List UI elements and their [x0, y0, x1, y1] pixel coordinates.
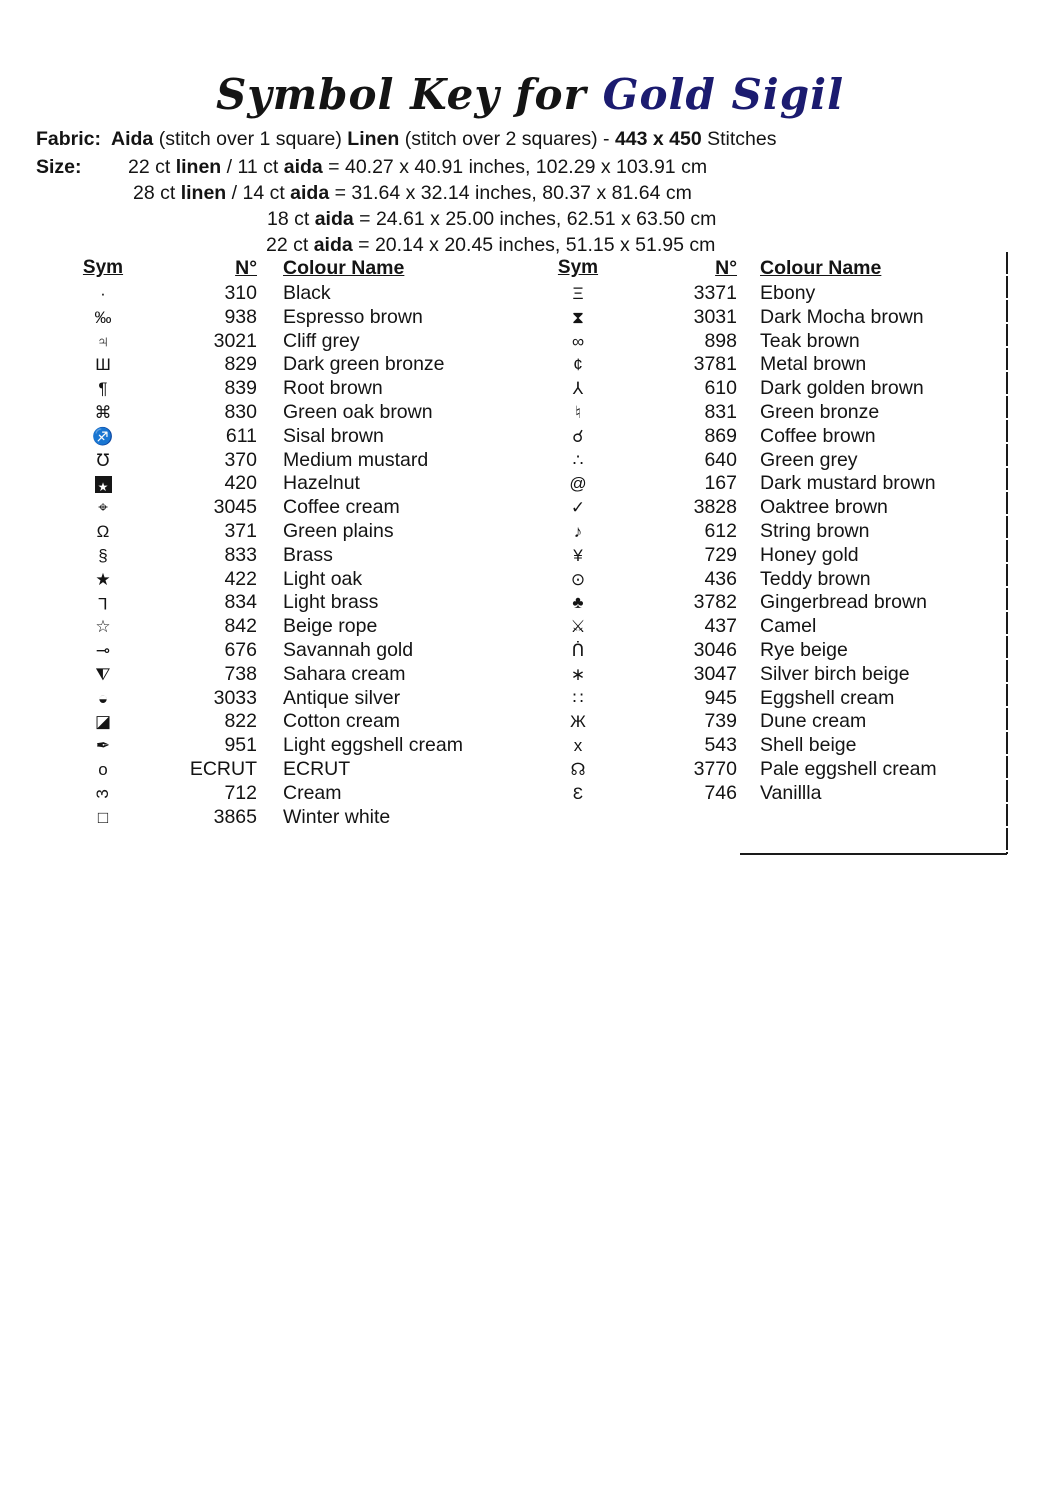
colour-name: Ebony: [760, 282, 816, 304]
symbol-row: [80, 568, 530, 592]
thread-number: 422: [224, 567, 257, 590]
colour-name: Green grey: [760, 448, 858, 471]
thread-number: 371: [224, 519, 257, 542]
colour-name: Coffee brown: [760, 424, 876, 447]
text-segment: (stitch over 1 square): [153, 128, 348, 150]
symbol-row: [555, 377, 995, 401]
thread-number: 839: [224, 377, 257, 400]
colour-name: Light brass: [283, 591, 379, 614]
colour-name: Silver birch beige: [760, 662, 910, 685]
symbol-row: [80, 449, 530, 473]
symbol-glyph: ¶: [98, 379, 108, 399]
table-body: [80, 282, 530, 829]
symbol-row: [555, 782, 995, 806]
header-number: N°: [715, 257, 737, 279]
text-segment: = 40.27 x 40.91 inches, 102.29 x 103.91 cm: [322, 156, 708, 178]
symbol-row: [555, 472, 995, 496]
symbol-row: [80, 782, 530, 806]
thread-number: 310: [224, 282, 257, 304]
symbol-row: [555, 330, 995, 354]
symbol-glyph: ¥: [573, 545, 583, 565]
thread-number: 3033: [213, 686, 257, 709]
colour-name: Oaktree brown: [760, 496, 888, 519]
size-lines: [36, 154, 716, 258]
symbol-glyph: L: [98, 594, 108, 614]
symbol-glyph: ☊: [570, 759, 586, 779]
text-segment: / 11 ct: [221, 156, 284, 178]
symbol-glyph: @: [569, 474, 587, 494]
symbol-row: [80, 401, 530, 425]
text-segment: aida: [283, 156, 323, 178]
symbol-glyph: ∗: [570, 664, 586, 684]
colour-name: Sisal brown: [283, 424, 384, 447]
symbol-row: [80, 353, 530, 377]
symbol-glyph: ⚔: [570, 617, 586, 637]
colour-name: Root brown: [283, 377, 383, 400]
size-line: [36, 206, 716, 232]
symbol-glyph: ‰: [94, 307, 112, 327]
thread-number: 676: [224, 638, 257, 661]
symbol-glyph: ◪: [94, 712, 112, 732]
thread-number: 738: [224, 662, 257, 685]
symbol-row: [80, 377, 530, 401]
symbol-glyph: ·: [100, 284, 106, 303]
symbol-row: [80, 710, 530, 734]
thread-number: 938: [224, 305, 257, 328]
symbol-glyph: Ξ: [572, 284, 584, 303]
colour-name: Dune cream: [760, 710, 867, 733]
symbol-row: [555, 449, 995, 473]
size-line: [36, 180, 716, 206]
header-colour-name: Colour Name: [283, 257, 405, 279]
thread-number: 746: [704, 781, 737, 804]
symbol-glyph: ⊸: [95, 640, 111, 660]
symbol-glyph: ᑏ: [571, 640, 585, 660]
symbol-row: [555, 568, 995, 592]
thread-number: 3782: [693, 591, 737, 614]
colour-name: Rye beige: [760, 638, 848, 661]
colour-name: Dark green bronze: [283, 353, 445, 376]
thread-number: 833: [224, 543, 257, 566]
text-segment: 28 ct: [133, 182, 181, 204]
thread-number: ECRUT: [189, 757, 257, 780]
symbol-row: [555, 591, 995, 615]
symbol-glyph: 3: [93, 788, 113, 799]
text-segment: Stitches: [701, 128, 777, 150]
thread-number: 869: [704, 424, 737, 447]
symbol-glyph: ★: [80, 472, 126, 496]
text-segment: aida: [314, 208, 354, 230]
colour-name: Winter white: [283, 805, 391, 828]
thread-number: 437: [704, 615, 737, 638]
colour-name: Antique silver: [283, 686, 401, 709]
text-segment: 22 ct: [266, 234, 314, 256]
fabric-info-line: [36, 128, 777, 151]
symbol-glyph: Ω: [96, 521, 110, 541]
thread-number: 3781: [693, 353, 737, 376]
symbol-glyph: ◒: [97, 688, 109, 708]
thread-number: 640: [704, 448, 737, 471]
symbol-glyph: ¢: [573, 355, 583, 375]
thread-number: 739: [704, 710, 737, 733]
text-segment: (stitch over 2 squares) -: [399, 128, 615, 150]
thread-number: 3828: [693, 496, 737, 519]
colour-name: Savannah gold: [283, 638, 414, 661]
symbol-row: [80, 734, 530, 758]
symbol-key-table-left: [80, 256, 530, 829]
thread-number: 167: [704, 472, 737, 495]
symbol-row: [80, 330, 530, 354]
symbol-glyph: ✓: [570, 498, 586, 518]
symbol-glyph: ⌖: [98, 498, 108, 518]
symbol-glyph: ♐: [92, 426, 114, 446]
symbol-glyph: ⅄: [572, 379, 584, 399]
symbol-row: [555, 663, 995, 687]
text-segment: 18 ct: [267, 208, 315, 230]
symbol-glyph: ♮: [574, 402, 582, 422]
thread-number: 3045: [213, 496, 257, 519]
thread-number: 3031: [693, 305, 737, 328]
colour-name: Metal brown: [760, 353, 867, 376]
symbol-row: [80, 663, 530, 687]
symbol-row: [80, 615, 530, 639]
symbol-row: [80, 591, 530, 615]
header-sym: Sym: [82, 257, 124, 278]
colour-name: Hazelnut: [283, 472, 360, 495]
thread-number: 951: [224, 734, 257, 757]
symbol-row: [555, 615, 995, 639]
colour-name: Light oak: [283, 567, 363, 590]
symbol-row: [555, 544, 995, 568]
size-line: [36, 232, 716, 258]
header-sym: Sym: [557, 257, 599, 278]
colour-name: Dark golden brown: [760, 377, 924, 400]
header-colour-name: Colour Name: [760, 257, 882, 279]
thread-number: 898: [704, 329, 737, 352]
symbol-row: [555, 425, 995, 449]
thread-number: 543: [704, 734, 737, 757]
symbol-glyph: ★: [95, 569, 111, 589]
text-segment: linen: [175, 156, 222, 178]
colour-name: Green plains: [283, 519, 394, 542]
symbol-row: [80, 544, 530, 568]
symbol-glyph: ♣: [572, 593, 584, 613]
text-segment: 443 x 450: [614, 128, 702, 150]
symbol-row: [555, 758, 995, 782]
fabric-label: Fabric:: [36, 128, 102, 150]
fabric-details: [111, 128, 776, 150]
colour-name: Black: [283, 282, 331, 304]
thread-number: 3047: [693, 662, 737, 685]
thread-number: 420: [224, 472, 257, 495]
bottom-border-line: [740, 853, 1007, 855]
thread-number: 612: [704, 519, 737, 542]
thread-number: 834: [224, 591, 257, 614]
symbol-glyph: ✒: [95, 736, 111, 756]
table-header-row: [555, 256, 995, 282]
symbol-row: [80, 425, 530, 449]
colour-name: Dark Mocha brown: [760, 305, 924, 328]
colour-name: Shell beige: [760, 734, 857, 757]
colour-name: Vanillla: [760, 781, 822, 804]
text-segment: aida: [290, 182, 330, 204]
text-segment: aida: [313, 234, 353, 256]
text-segment: linen: [180, 182, 227, 204]
right-border-line: [1006, 252, 1008, 854]
text-segment: 22 ct: [128, 156, 176, 178]
symbol-row: [80, 806, 530, 830]
thread-number: 830: [224, 400, 257, 423]
symbol-glyph: x: [573, 736, 583, 756]
thread-number: 3021: [213, 329, 257, 352]
symbol-glyph: Ж: [570, 712, 586, 732]
colour-name: Beige rope: [283, 615, 378, 638]
symbol-glyph: ⧨: [95, 664, 111, 684]
colour-name: Light eggshell cream: [283, 734, 463, 757]
title-main: Symbol Key for: [215, 70, 587, 119]
symbol-glyph: □: [97, 807, 109, 827]
symbol-glyph: ⊙: [570, 569, 586, 589]
symbol-glyph: Ш: [95, 355, 111, 375]
thread-number: 945: [704, 686, 737, 709]
symbol-row: [80, 758, 530, 782]
text-segment: Linen: [347, 128, 400, 150]
thread-number: 3770: [693, 757, 737, 780]
thread-number: 3371: [693, 282, 737, 304]
colour-name: Coffee cream: [283, 496, 400, 519]
colour-name: Eggshell cream: [760, 686, 895, 709]
page-title: [0, 70, 1060, 119]
thread-number: 3046: [693, 638, 737, 661]
symbol-glyph: Ɛ: [572, 783, 584, 803]
symbol-row: [80, 472, 530, 496]
colour-name: Honey gold: [760, 543, 859, 566]
thread-number: 611: [225, 424, 257, 447]
symbol-glyph: ⌘: [94, 402, 112, 422]
colour-name: Medium mustard: [283, 448, 429, 471]
colour-name: Gingerbread brown: [760, 591, 927, 614]
symbol-glyph: ☆: [95, 617, 111, 637]
symbol-glyph: ⧗: [572, 307, 584, 327]
thread-number: 829: [224, 353, 257, 376]
symbol-glyph: o: [98, 759, 108, 779]
table-body: [555, 282, 995, 806]
symbol-glyph: ♃: [96, 331, 110, 351]
symbol-glyph: ∞: [571, 331, 585, 351]
thread-number: 436: [704, 567, 737, 590]
colour-name: Cliff grey: [283, 329, 360, 352]
title-subject: Gold Sigil: [602, 70, 845, 119]
symbol-glyph: ∷: [572, 688, 584, 708]
colour-name: Espresso brown: [283, 305, 423, 328]
colour-name: Pale eggshell cream: [760, 757, 937, 780]
table-header-row: [80, 256, 530, 282]
symbol-row: [555, 401, 995, 425]
thread-number: 370: [224, 448, 257, 471]
text-segment: = 20.14 x 20.45 inches, 51.15 x 51.95 cm: [352, 234, 716, 256]
colour-name: String brown: [760, 519, 870, 542]
thread-number: 842: [224, 615, 257, 638]
symbol-row: [80, 520, 530, 544]
colour-name: ECRUT: [283, 757, 351, 780]
size-info-block: [36, 154, 716, 258]
symbol-row: [555, 306, 995, 330]
symbol-row: [555, 639, 995, 663]
symbol-row: [555, 687, 995, 711]
thread-number: 610: [704, 377, 737, 400]
symbol-glyph: ☌: [572, 426, 584, 446]
symbol-glyph: ℧: [96, 450, 110, 470]
colour-name: Dark mustard brown: [760, 472, 936, 495]
text-segment: = 24.61 x 25.00 inches, 62.51 x 63.50 cm: [353, 208, 717, 230]
colour-name: Cotton cream: [283, 710, 401, 733]
symbol-row: [555, 710, 995, 734]
text-segment: = 31.64 x 32.14 inches, 80.37 x 81.64 cm: [329, 182, 692, 204]
text-segment: / 14 ct: [226, 182, 291, 204]
size-line: [36, 154, 716, 180]
thread-number: 822: [224, 710, 257, 733]
thread-number: 729: [704, 543, 737, 566]
symbol-row: [555, 734, 995, 758]
symbol-row: [555, 496, 995, 520]
header-number: N°: [235, 257, 257, 279]
text-segment: Aida: [111, 128, 154, 150]
symbol-row: [80, 496, 530, 520]
thread-number: 712: [224, 781, 257, 804]
symbol-glyph: ♪: [573, 521, 583, 541]
symbol-row: [80, 282, 530, 306]
symbol-row: [80, 687, 530, 711]
size-label: Size:: [36, 156, 82, 178]
colour-name: Teddy brown: [760, 567, 871, 590]
colour-name: Sahara cream: [283, 662, 406, 685]
symbol-row: [555, 520, 995, 544]
symbol-row: [80, 306, 530, 330]
symbol-key-table-right: [555, 256, 995, 806]
thread-number: 831: [704, 400, 737, 423]
symbol-row: [80, 639, 530, 663]
colour-name: Green oak brown: [283, 400, 433, 423]
colour-name: Cream: [283, 781, 342, 804]
colour-name: Teak brown: [760, 329, 860, 352]
colour-name: Brass: [283, 543, 333, 566]
symbol-row: [555, 282, 995, 306]
colour-name: Green bronze: [760, 400, 880, 423]
colour-name: Camel: [760, 615, 817, 638]
symbol-glyph: ∴: [572, 450, 584, 470]
symbol-row: [555, 353, 995, 377]
symbol-glyph: §: [98, 545, 108, 565]
thread-number: 3865: [213, 805, 257, 828]
